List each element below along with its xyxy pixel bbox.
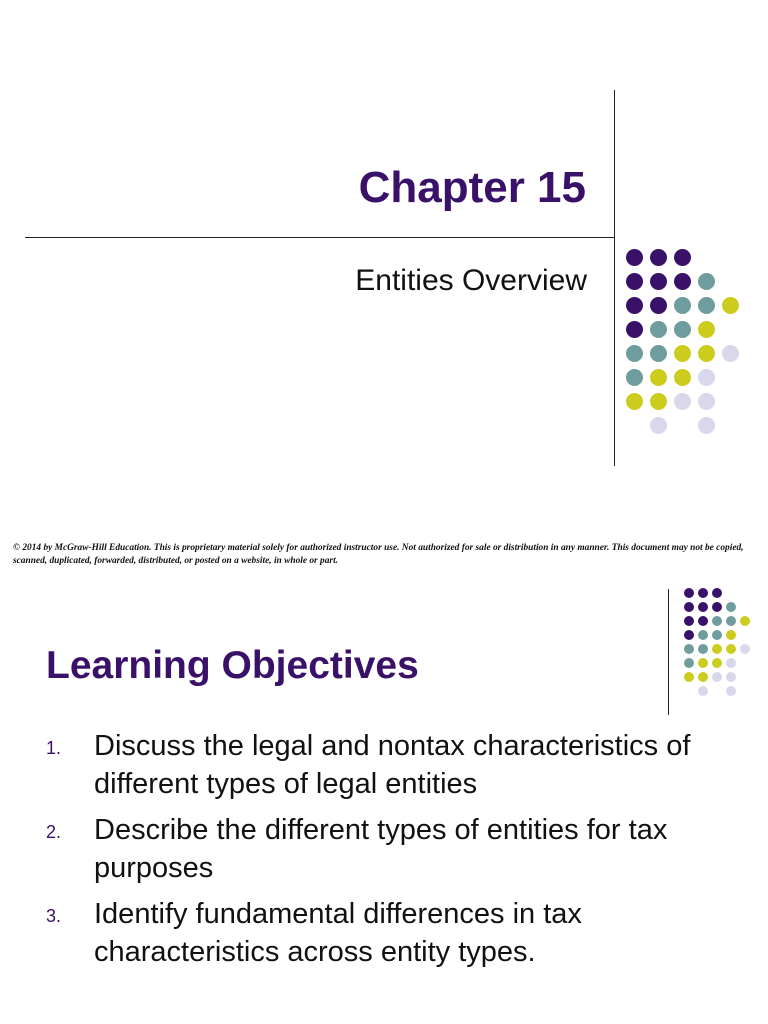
decorative-dot <box>722 345 739 362</box>
decorative-dot <box>740 644 750 654</box>
decorative-dot <box>674 321 691 338</box>
decorative-dot <box>712 616 722 626</box>
chapter-title: Chapter 15 <box>358 163 586 212</box>
decorative-dot <box>722 297 739 314</box>
decorative-dot <box>684 658 694 668</box>
decorative-dot <box>712 672 722 682</box>
decorative-dot <box>712 588 722 598</box>
decorative-dot <box>650 417 667 434</box>
learning-objectives-slide <box>0 580 768 1024</box>
decorative-dot <box>726 616 736 626</box>
decorative-dot <box>726 644 736 654</box>
decorative-dot <box>698 417 715 434</box>
decorative-dot <box>626 393 643 410</box>
decorative-dot <box>698 672 708 682</box>
decorative-dot <box>626 345 643 362</box>
decorative-dot <box>650 321 667 338</box>
objective-item <box>46 727 746 803</box>
chapter-subtitle: Entities Overview <box>355 264 587 297</box>
decorative-dot <box>650 249 667 266</box>
decorative-dot <box>674 273 691 290</box>
decorative-dot <box>684 644 694 654</box>
decorative-dot <box>674 249 691 266</box>
decorative-dot <box>726 630 736 640</box>
decorative-dot <box>626 369 643 386</box>
decorative-dot <box>726 672 736 682</box>
decorative-dot <box>650 297 667 314</box>
objective-text: Discuss the legal and nontax characteristics of different types of legal entities <box>94 730 691 800</box>
decorative-dot <box>712 644 722 654</box>
decorative-dot <box>698 630 708 640</box>
decorative-dot <box>726 658 736 668</box>
objective-item <box>46 811 746 887</box>
decorative-dot <box>712 602 722 612</box>
decorative-dot <box>650 273 667 290</box>
objective-item <box>46 895 746 971</box>
decorative-dot <box>698 297 715 314</box>
decorative-dot <box>698 686 708 696</box>
horizontal-divider <box>25 237 615 238</box>
decorative-dot <box>674 369 691 386</box>
decorative-dot <box>698 616 708 626</box>
decorative-dot <box>698 321 715 338</box>
decorative-dot <box>726 686 736 696</box>
slide-title: Learning Objectives <box>46 644 419 687</box>
decorative-dot <box>684 630 694 640</box>
decorative-dot <box>698 369 715 386</box>
decorative-dot <box>626 273 643 290</box>
copyright-notice: © 2014 by McGraw-Hill Education. This is proprietary material solely for authorized instructor use. Not authorized for sale or distribution in any manner. This document may not be copied, scanned, duplicated, forwarded, distributed, or posted on a website, in whole or part. <box>13 543 744 566</box>
decorative-dot <box>674 297 691 314</box>
decorative-dot <box>698 658 708 668</box>
decorative-dot <box>684 588 694 598</box>
decorative-dot <box>650 345 667 362</box>
objective-number: 1. <box>46 738 62 758</box>
vertical-divider <box>668 589 669 715</box>
objective-text: Identify fundamental differences in tax characteristics across entity types. <box>94 898 582 968</box>
decorative-dot <box>650 393 667 410</box>
decorative-dot <box>626 321 643 338</box>
vertical-divider <box>614 90 615 466</box>
decorative-dot <box>698 273 715 290</box>
decorative-dot <box>674 393 691 410</box>
decorative-dot <box>684 616 694 626</box>
decorative-dot <box>626 249 643 266</box>
decorative-dot <box>712 658 722 668</box>
decorative-dot <box>684 672 694 682</box>
decorative-dot <box>698 393 715 410</box>
decorative-dot <box>674 345 691 362</box>
decorative-dot <box>684 602 694 612</box>
decorative-dot <box>626 297 643 314</box>
decorative-dot <box>698 644 708 654</box>
objectives-list <box>46 727 746 979</box>
decorative-dot <box>726 602 736 612</box>
objective-number: 3. <box>46 906 62 926</box>
decorative-dot <box>698 588 708 598</box>
objective-text: Describe the different types of entities for tax purposes <box>94 814 668 884</box>
objective-number: 2. <box>46 822 62 842</box>
decorative-dot <box>650 369 667 386</box>
decorative-dot <box>698 602 708 612</box>
decorative-dot <box>740 616 750 626</box>
decorative-dot <box>698 345 715 362</box>
decorative-dot <box>712 630 722 640</box>
